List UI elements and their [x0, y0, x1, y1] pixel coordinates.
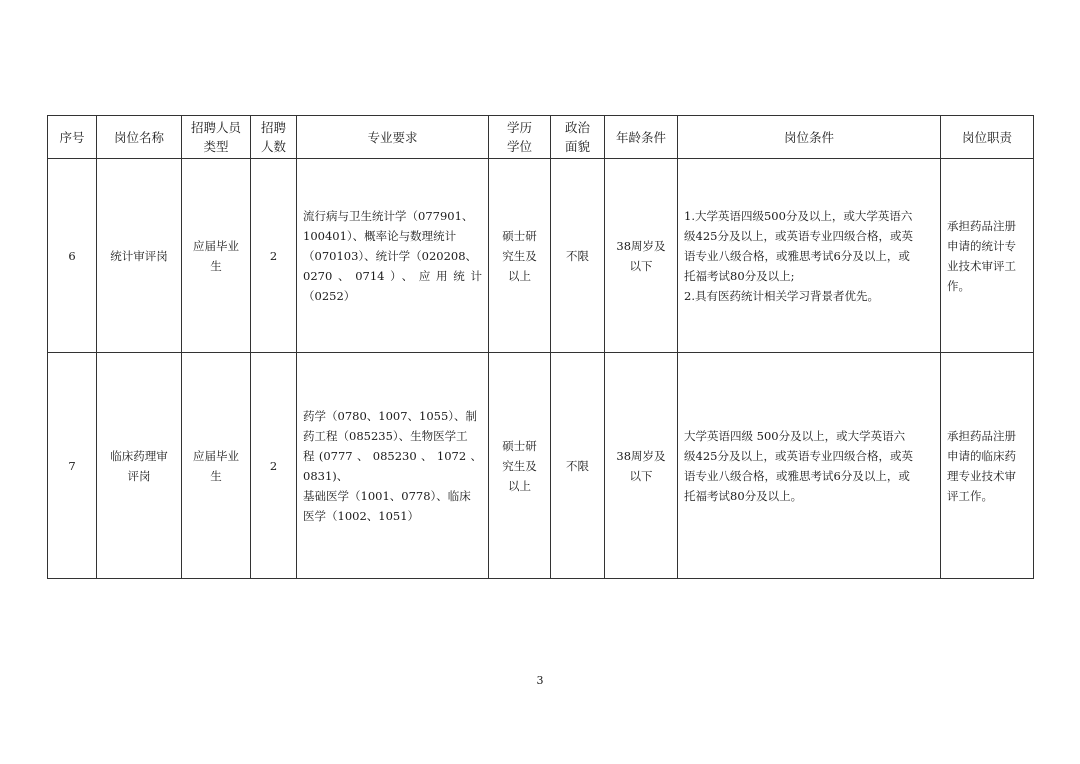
table-row: [48, 159, 1034, 353]
header-cell-major: 专业要求: [297, 116, 489, 159]
cell-major: 流行病与卫生统计学（077901、 100401）、概率论与数理统计 （070103）、统计学（020208、 0270、0714）、应用统计（0252）: [297, 159, 489, 353]
cell-title: 临床药理审 评岗: [97, 353, 182, 579]
cell-title: 统计审评岗: [97, 159, 182, 353]
cell-conditions: 大学英语四级 500分及以上，或大学英语六 级425分及以上，或英语专业四级合格，或英 语专业八级合格，或雅思考试6分及以上，或 托福考试80分及以上。: [678, 353, 941, 579]
cell-major: 药学（0780、1007、1055）、制 药工程（085235）、生物医学工 程(0777、085230、1072、0831)、 基础医学（1001、0778）、临床 医学（1002、1051）: [297, 353, 489, 579]
cell-type: 应届毕业 生: [182, 353, 251, 579]
header-cell-age: 年龄条件: [605, 116, 678, 159]
table-header-row: [48, 116, 1034, 159]
cell-count: 2: [251, 353, 297, 579]
cell-age: 38周岁及 以下: [605, 353, 678, 579]
header-cell-degree: 学历 学位: [489, 116, 551, 159]
cell-degree: 硕士研 究生及 以上: [489, 353, 551, 579]
cell-no: 7: [48, 353, 97, 579]
cell-age: 38周岁及 以下: [605, 159, 678, 353]
cell-degree: 硕士研 究生及 以上: [489, 159, 551, 353]
header-cell-conditions: 岗位条件: [678, 116, 941, 159]
recruitment-table: [47, 115, 1034, 579]
cell-conditions: 1.大学英语四级500分及以上，或大学英语六 级425分及以上，或英语专业四级合格，或英 语专业八级合格，或雅思考试6分及以上，或 托福考试80分及以上; 2.具有医药统计相关学习背景者优先。: [678, 159, 941, 353]
cell-duties: 承担药品注册 申请的统计专 业技术审评工 作。: [941, 159, 1034, 353]
cell-count: 2: [251, 159, 297, 353]
page-number: 3: [536, 674, 544, 687]
header-cell-title: 岗位名称: [97, 116, 182, 159]
header-cell-no: 序号: [48, 116, 97, 159]
header-cell-duties: 岗位职责: [941, 116, 1034, 159]
cell-duties: 承担药品注册 申请的临床药 理专业技术审 评工作。: [941, 353, 1034, 579]
cell-politics: 不限: [551, 159, 605, 353]
header-cell-type: 招聘人员 类型: [182, 116, 251, 159]
table-row: [48, 353, 1034, 579]
cell-politics: 不限: [551, 353, 605, 579]
cell-no: 6: [48, 159, 97, 353]
header-cell-politics: 政治 面貌: [551, 116, 605, 159]
cell-type: 应届毕业 生: [182, 159, 251, 353]
header-cell-count: 招聘 人数: [251, 116, 297, 159]
